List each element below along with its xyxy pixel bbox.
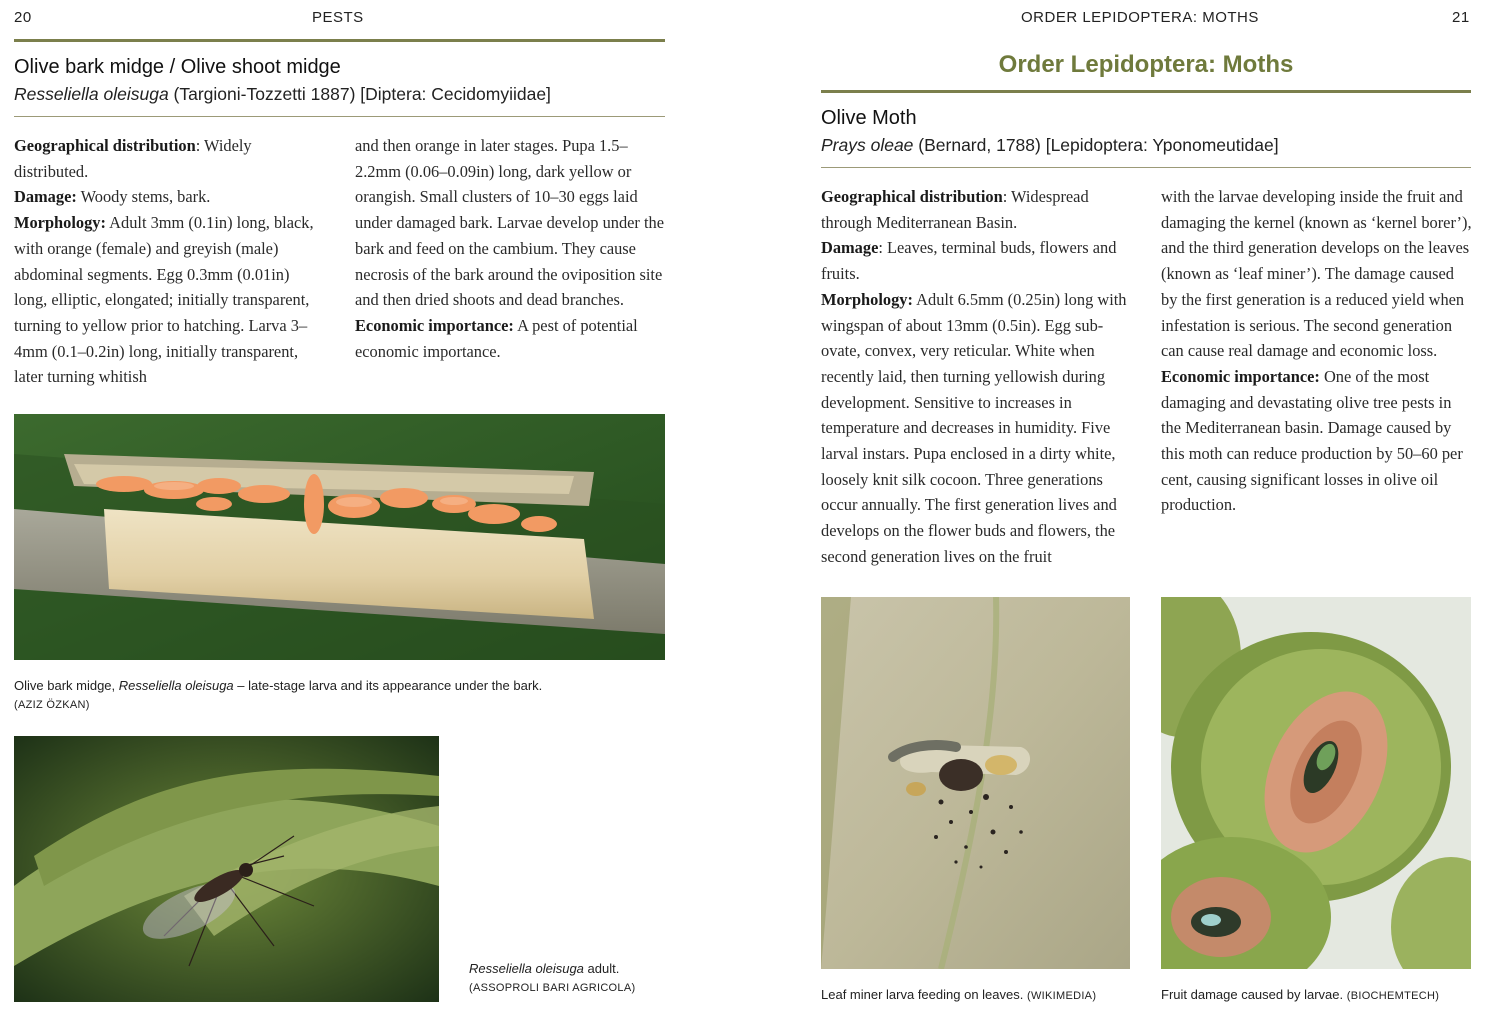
credit-midge-photo: (ASSOPROLI BARI AGRICOLA) — [469, 982, 636, 994]
entry-subtitle: Resseliella oleisuga (Targioni-Tozzetti 1887) [Diptera: Cecidomyiidae] — [14, 84, 551, 104]
page-number: 20 — [14, 9, 32, 26]
caption-midge-photo: Resseliella oleisuga adult. (ASSOPROLI BARI AGRICOLA) — [469, 961, 636, 994]
page-number: 21 — [1452, 9, 1470, 26]
text-column-1: Geographical distribution: Widely distributed. Damage: Woody stems, bark. Morphology: Adult 3mm (0.1in) long, black, with orange (female) and greyish (male) abdominal segments. Egg 0.3mm (0.01in) long, elliptic, elongated; initially transparent, turning to yellow prior to hatching. Larva 3–4mm (0.1–0.2in) long, initially transparent, later turning whitish — [14, 136, 314, 387]
bark-larva-photo — [14, 414, 665, 660]
text-column-2: and then orange in later stages. Pupa 1.5–2.2mm (0.06–0.09in) long, dark yellow or orangish. Small clusters of 10–30 eggs laid under damaged bark. Larvae develop under the bark and feed on the cambium. They cause necrosis of the bark around the oviposition site and then dried shoots and dead branches. Economic importance: A pest of potential economic importance. — [355, 136, 665, 361]
left-page — [0, 0, 680, 1009]
fruit-damage-photo — [1161, 597, 1471, 969]
running-head: ORDER LEPIDOPTERA: MOTHS — [1021, 9, 1259, 26]
caption-bark-photo: Olive bark midge, Resseliella oleisuga – late-stage larva and its appearance under the bark. (AZIZ ÖZKAN) — [14, 678, 543, 711]
credit-bark-photo: (AZIZ ÖZKAN) — [14, 699, 90, 711]
text-column-1: Geographical distribution: Widespread through Mediterranean Basin. Damage: Leaves, terminal buds, flowers and fruits. Morphology: Adult 6.5mm (0.25in) long with wingspan of about 13mm (0.5in). Egg sub-ovate, convex, very reticular. White when recently laid, then turning yellowish during development. Sensitive to increases in temperature and decreases in humidity. Five larval instars. Pupa enclosed in a dirty white, loosely knit silk cocoon. Three generations occur annually. The first generation lives and develops on the flower buds and flowers, the second generation lives on the fruit — [821, 187, 1127, 566]
leaf-miner-photo — [821, 597, 1130, 969]
entry-title: Olive bark midge / Olive shoot midge — [14, 56, 341, 78]
section-title: Order Lepidoptera: Moths — [998, 51, 1294, 78]
caption-leaf-miner: Leaf miner larva feeding on leaves. (WIKIMEDIA) — [821, 987, 1097, 1002]
header-rule — [14, 39, 665, 42]
entry-subtitle: Prays oleae (Bernard, 1788) [Lepidoptera: Yponomeutidae] — [821, 135, 1279, 155]
section-rule — [821, 90, 1471, 93]
credit-leaf-miner: (WIKIMEDIA) — [1026, 990, 1097, 1002]
text-column-2: with the larvae developing inside the fruit and damaging the kernel (known as ‘kernel borer’), and the third generation develops on the leaves (known as ‘leaf miner’). The damage caused by the first generation is a reduced yield when infestation is serious. The second generation can cause real damage and economic loss. Economic importance: One of the most damaging and devastating olive tree pests in the Mediterranean basin. Damage caused by this moth can reduce production by 50–60 per cent, causing significant losses in olive oil production. — [1161, 187, 1472, 515]
right-page — [805, 0, 1500, 1009]
entry-rule — [14, 116, 665, 117]
entry-rule — [821, 167, 1471, 168]
credit-fruit-damage: (BIOCHEMTECH) — [1346, 990, 1440, 1002]
entry-title: Olive Moth — [821, 107, 917, 129]
running-head: PESTS — [312, 9, 364, 26]
caption-fruit-damage: Fruit damage caused by larvae. (BIOCHEMTECH) — [1161, 987, 1440, 1002]
adult-midge-photo — [14, 736, 439, 1002]
